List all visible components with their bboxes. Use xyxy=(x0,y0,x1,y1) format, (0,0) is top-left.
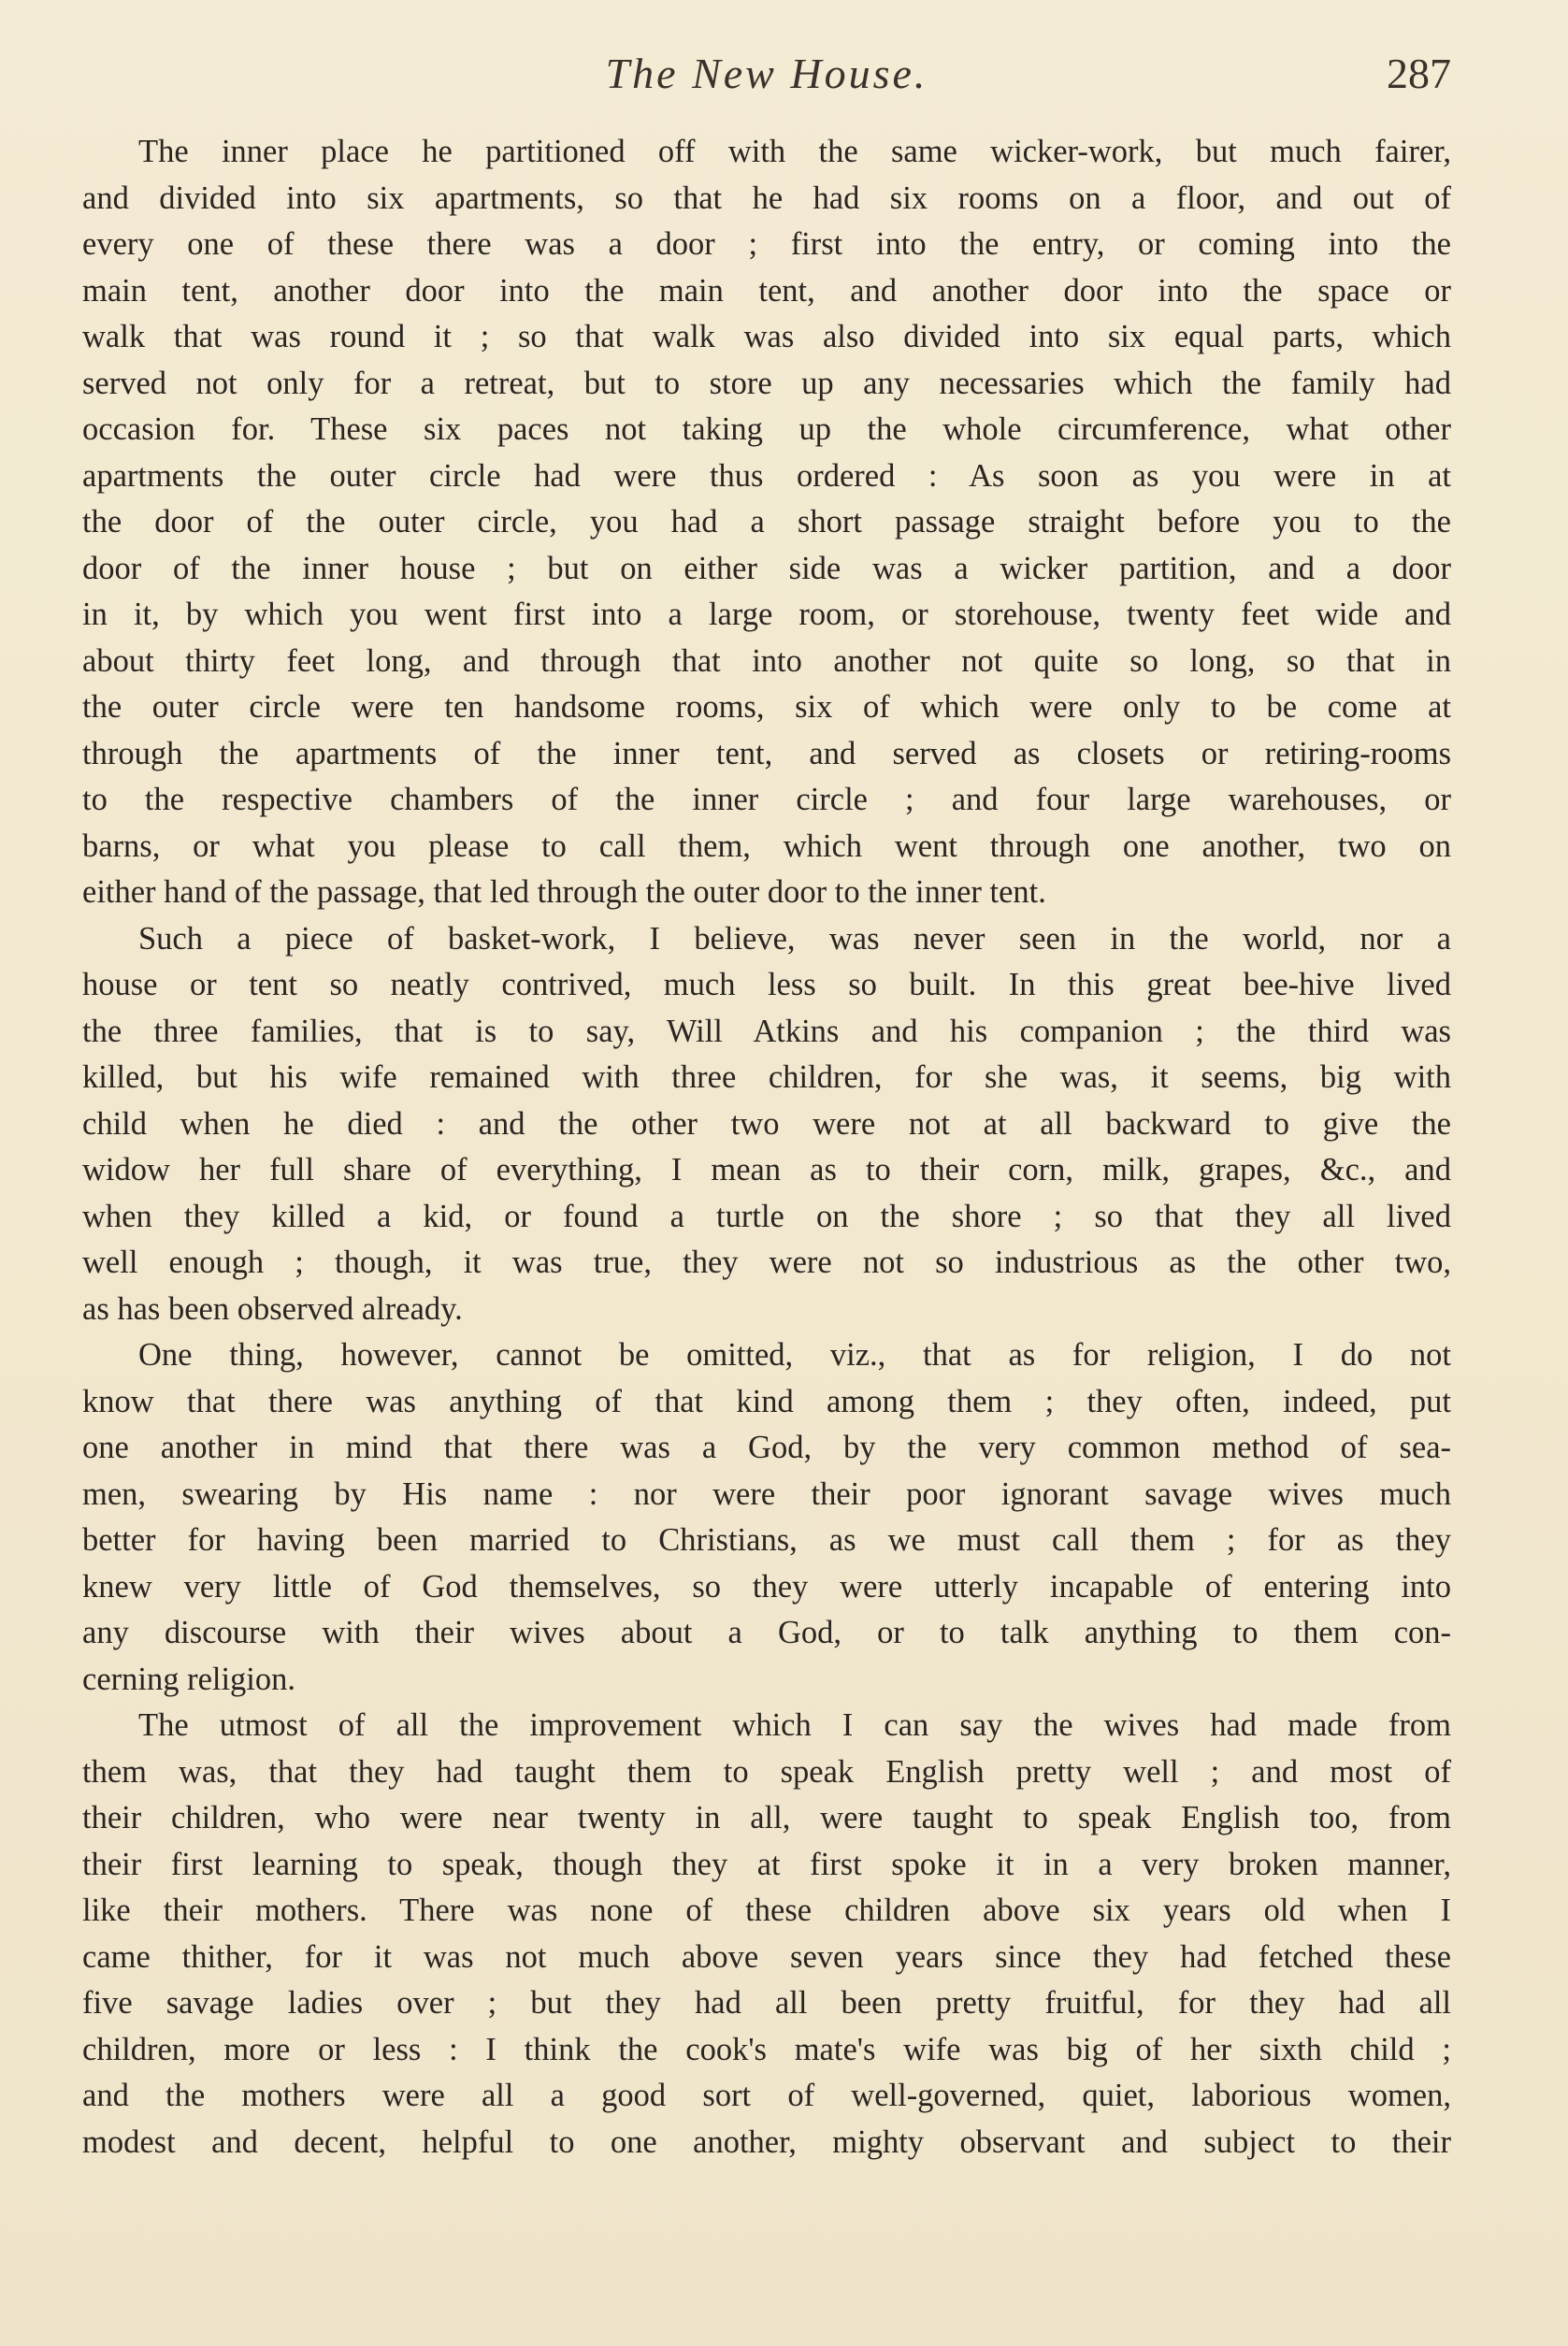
text-line: Such a piece of basket-work, I believe, was never seen in the world, nor a xyxy=(138,920,1451,957)
text-line: child when he died : and the other two were not at all backward to give the xyxy=(82,1105,1451,1142)
running-title: The New House. xyxy=(605,50,928,97)
text-line: house or tent so neatly contrived, much less so built. In this great bee-hive lived xyxy=(82,967,1451,1002)
text-line: served not only for a retreat, but to store up any necessaries which the family had xyxy=(82,365,1451,401)
text-line: and divided into six apartments, so that he had six rooms on a floor, and out of xyxy=(82,180,1451,216)
running-head xyxy=(82,49,1451,105)
text-line: one another in mind that there was a God, by the very common method of sea- xyxy=(82,1430,1451,1465)
text-line: every one of these there was a door ; first into the entry, or coming into the xyxy=(82,226,1451,262)
text-line: five savage ladies over ; but they had all been pretty fruitful, for they had all xyxy=(82,1985,1451,2021)
paragraph xyxy=(82,1703,1451,2166)
text-line: about thirty feet long, and through that into another not quite so long, so that in xyxy=(82,642,1451,679)
text-line: cerning religion. xyxy=(82,1661,296,1697)
text-line: better for having been married to Christians, as we must call them ; for as they xyxy=(82,1522,1451,1558)
paragraph xyxy=(82,129,1451,916)
text-line: the door of the outer circle, you had a short passage straight before you to the xyxy=(82,504,1451,540)
text-line: their first learning to speak, though they at first spoke it in a very broken manner, xyxy=(82,1846,1451,1882)
text-line: children, more or less : I think the cook's mate's wife was big of her sixth child ; xyxy=(82,2031,1451,2067)
text-line: the outer circle were ten handsome rooms, six of which were only to be come at xyxy=(82,689,1451,725)
text-line: knew very little of God themselves, so they were utterly incapable of entering into xyxy=(82,1568,1451,1605)
text-line: main tent, another door into the main tent, and another door into the space or xyxy=(82,272,1451,309)
text-line: killed, but his wife remained with three children, for she was, it seems, big with xyxy=(82,1059,1451,1095)
text-line: them was, that they had taught them to speak English pretty well ; and most of xyxy=(82,1753,1451,1790)
text-line: their children, who were near twenty in all, were taught to speak English too, from xyxy=(82,1800,1451,1835)
text-line: The utmost of all the improvement which I can say the wives had made from xyxy=(138,1707,1451,1743)
text-line: occasion for. These six paces not taking up the whole circumference, what other xyxy=(82,411,1451,447)
paragraph xyxy=(82,916,1451,1333)
text-line: widow her full share of everything, I mean as to their corn, milk, grapes, &c., and xyxy=(82,1152,1451,1187)
text-line: came thither, for it was not much above seven years since they had fetched these xyxy=(82,1938,1451,1975)
text-line: apartments the outer circle had were thus ordered : As soon as you were in at xyxy=(82,457,1451,494)
text-line: the three families, that is to say, Will Atkins and his companion ; the third was xyxy=(82,1013,1451,1049)
text-line: to the respective chambers of the inner circle ; and four large warehouses, or xyxy=(82,782,1451,817)
body-text xyxy=(82,129,1451,2166)
text-line: through the apartments of the inner tent, and served as closets or retiring-rooms xyxy=(82,735,1451,771)
text-line: either hand of the passage, that led through the outer door to the inner tent. xyxy=(82,874,1046,910)
text-line: when they killed a kid, or found a turtle on the shore ; so that they all lived xyxy=(82,1198,1451,1234)
text-line: barns, or what you please to call them, which went through one another, two on xyxy=(82,828,1451,864)
text-line: door of the inner house ; but on either side was a wicker partition, and a door xyxy=(82,550,1451,586)
text-line: any discourse with their wives about a God, or to talk anything to them con- xyxy=(82,1615,1451,1650)
text-line: and the mothers were all a good sort of well-governed, quiet, laborious women, xyxy=(82,2078,1451,2113)
text-line: One thing, however, cannot be omitted, viz., that as for religion, I do not xyxy=(138,1337,1451,1373)
text-line: The inner place he partitioned off with the same wicker-work, but much fairer, xyxy=(138,134,1451,169)
text-line: as has been observed already. xyxy=(82,1290,463,1327)
text-line: in it, by which you went first into a large room, or storehouse, twenty feet wide and xyxy=(82,597,1451,632)
text-line: walk that was round it ; so that walk was also divided into six equal parts, which xyxy=(82,319,1451,354)
text-line: modest and decent, helpful to one another, mighty observant and subject to their xyxy=(82,2123,1451,2160)
text-line: well enough ; though, it was true, they were not so industrious as the other two, xyxy=(82,1245,1451,1280)
text-line: like their mothers. There was none of these children above six years old when I xyxy=(82,1893,1451,1928)
text-line: men, swearing by His name : nor were their poor ignorant savage wives much xyxy=(82,1475,1451,1512)
text-line: know that there was anything of that kind among them ; they often, indeed, put xyxy=(82,1383,1451,1419)
paragraph xyxy=(82,1332,1451,1703)
page-number: 287 xyxy=(1387,50,1451,97)
